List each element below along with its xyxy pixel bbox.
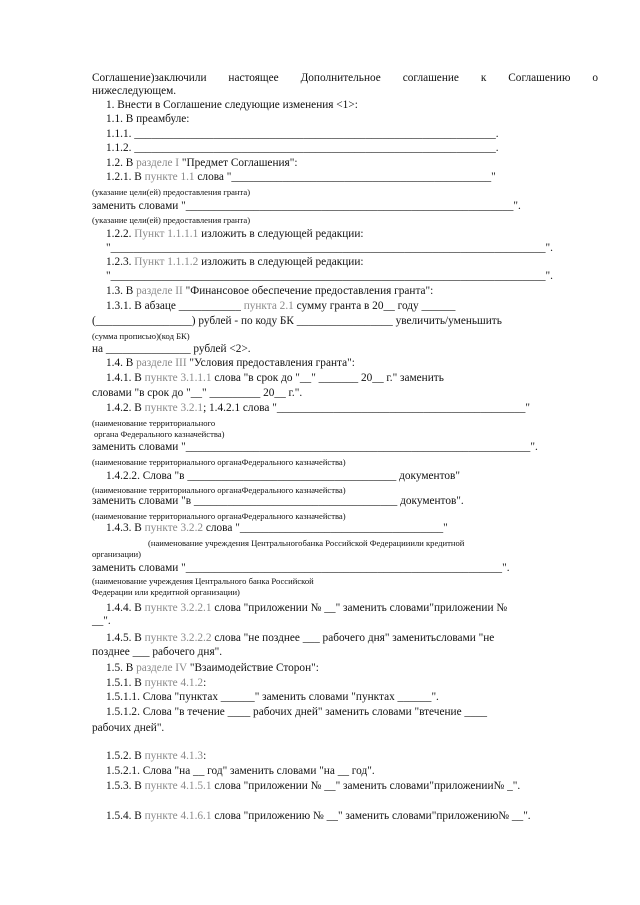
text-fragment: 1.5. В: [106, 662, 137, 674]
reference-link[interactable]: Пункт 1.1.1.1: [134, 228, 199, 240]
text-line: (_________________) рублей - по коду БК _________________ увеличить/уменьшить: [92, 315, 502, 327]
text-fragment: "Условия предоставления гранта":: [186, 357, 355, 369]
text-fragment: "Предмет Соглашения":: [179, 157, 298, 169]
text-fragment: 1.3. В: [106, 285, 137, 297]
reference-link[interactable]: разделе III: [136, 357, 187, 369]
reference-link[interactable]: пункте 3.2.2.1: [144, 602, 212, 614]
text-line: [106, 602, 507, 615]
text-line: [106, 810, 531, 823]
text-fragment: слова "приложении № __" заменить словами"приложении №: [211, 602, 508, 614]
text-line: [106, 662, 319, 675]
text-line: "_____________________________________________________________________________".: [106, 242, 553, 254]
text-fragment: 1.4. В: [106, 357, 137, 369]
field-caption: (наименование учреждения Центрального банка Российской: [92, 576, 314, 586]
text-line: 1.4.2.2. Слова "в _____________________________________ документов": [106, 470, 460, 482]
text-fragment: 1.5.1. В: [106, 677, 145, 689]
text-line: [106, 256, 364, 269]
text-fragment: сумму гранта в 20__ году ______: [293, 300, 456, 312]
text-line: словами "в срок до "__" _________ 20__ г.".: [92, 387, 303, 399]
text-line: нижеследующем.: [92, 85, 177, 97]
text-fragment: 1.4.3. В: [106, 522, 145, 534]
text-line: [106, 300, 455, 313]
text-fragment: 1.4.4. В: [106, 602, 145, 614]
text-fragment: слова "приложению № __" заменить словами"приложению№ __".: [211, 810, 531, 822]
reference-link[interactable]: пункте 1.1: [144, 171, 195, 183]
text-fragment: изложить в следующей редакции:: [198, 256, 364, 268]
text-fragment: 1.2.1. В: [106, 171, 145, 183]
text-line: рабочих дней".: [92, 722, 165, 734]
text-line: [106, 522, 448, 535]
text-fragment: ; 1.4.2.1 слова "____________________________________________": [203, 402, 530, 414]
text-line: заменить словами "__________________________________________________________".: [92, 200, 521, 212]
text-fragment: "Финансовое обеспечение предоставления гранта":: [182, 285, 434, 297]
reference-link[interactable]: пункте 3.2.2.2: [144, 632, 212, 644]
text-line: [106, 157, 298, 170]
reference-link[interactable]: пункте 4.1.3: [144, 750, 204, 762]
field-caption: (наименование территориального органаФедерального казначейства): [92, 457, 346, 467]
field-caption: (сумма прописью)(код БК): [92, 331, 190, 341]
field-caption: (указание цели(ей) предоставления гранта): [92, 187, 251, 197]
text-fragment: слова "______________________________________________": [194, 171, 496, 183]
field-caption: (наименование территориального: [92, 418, 216, 428]
text-fragment: 1.4.1. В: [106, 372, 145, 384]
text-fragment: 1.5.2. В: [106, 750, 145, 762]
reference-link[interactable]: пункте 3.2.2: [144, 522, 204, 534]
text-line: [106, 228, 364, 241]
text-fragment: "Взаимодействие Сторон":: [187, 662, 319, 674]
text-fragment: слова "приложении № __" заменить словами"приложении№ _".: [211, 780, 521, 792]
text-line: 1. Внести в Соглашение следующие изменения <1>:: [106, 99, 358, 111]
reference-link[interactable]: пункте 3.1.1.1: [144, 372, 212, 384]
reference-link[interactable]: пункте 3.2.1: [144, 402, 204, 414]
field-caption: органа Федерального казначейства): [94, 429, 225, 439]
text-line: [106, 677, 206, 690]
text-line: 1.1.2. ________________________________________________________________.: [106, 142, 499, 154]
text-line: заменить словами "________________________________________________________".: [92, 562, 510, 574]
text-fragment: слова "в срок до "__" _______ 20__ г." заменить: [211, 372, 444, 384]
field-caption: (наименование территориального органаФедерального казначейства): [92, 511, 346, 521]
text-line: Соглашение)заключили настоящее Дополнительное соглашение к Соглашению о: [92, 72, 598, 84]
text-fragment: 1.5.3. В: [106, 780, 145, 792]
text-line: [106, 780, 520, 793]
text-line: [106, 750, 206, 763]
text-fragment: 1.5.4. В: [106, 810, 145, 822]
text-line: 1.5.2.1. Слова "на __ год" заменить словами "на __ год".: [106, 765, 375, 777]
field-caption: (указание цели(ей) предоставления гранта): [92, 215, 251, 225]
text-fragment: изложить в следующей редакции:: [198, 228, 364, 240]
reference-link[interactable]: пункте 4.1.6.1: [144, 810, 212, 822]
field-caption: (наименование территориального органаФедерального казначейства): [92, 485, 346, 495]
field-caption: организации): [92, 549, 141, 559]
text-line: [106, 285, 433, 298]
field-caption: Федерации или кредитной организации): [92, 587, 240, 597]
text-line: 1.1. В преамбуле:: [106, 113, 190, 125]
text-line: [106, 402, 530, 415]
text-line: [106, 357, 355, 370]
text-fragment: 1.4.5. В: [106, 632, 145, 644]
text-fragment: 1.2.2.: [106, 228, 135, 240]
text-line: на _______________ рублей <2>.: [92, 343, 251, 355]
text-fragment: 1.3.1. В абзаце ___________: [106, 300, 244, 312]
text-line: 1.1.1. ________________________________________________________________.: [106, 128, 499, 140]
reference-link[interactable]: пункте 4.1.2: [144, 677, 204, 689]
text-fragment: 1.4.2. В: [106, 402, 145, 414]
text-line: 1.5.1.2. Слова "в течение ____ рабочих дней" заменить словами "втечение ____: [106, 706, 488, 718]
text-fragment: 1.2.3.: [106, 256, 135, 268]
text-line: [106, 372, 444, 385]
reference-link[interactable]: разделе II: [136, 285, 183, 297]
text-fragment: слова "____________________________________": [203, 522, 448, 534]
text-line: заменить словами "в ____________________________________ документов".: [92, 495, 464, 507]
field-caption: (наименование учреждения Центральногобанка Российской Федерацииили кредитной: [148, 538, 465, 548]
text-fragment: :: [203, 677, 207, 689]
text-fragment: 1.2. В: [106, 157, 137, 169]
text-line: "_____________________________________________________________________________".: [106, 270, 553, 282]
text-line: [106, 171, 496, 184]
reference-link[interactable]: разделе IV: [136, 662, 188, 674]
text-line: позднее ___ рабочего дня".: [92, 646, 223, 658]
text-line: [106, 632, 494, 645]
reference-link[interactable]: пункта 2.1: [243, 300, 294, 312]
text-line: 1.5.1.1. Слова "пунктах ______" заменить словами "пунктах ______".: [106, 691, 439, 703]
reference-link[interactable]: Пункт 1.1.1.2: [134, 256, 199, 268]
text-fragment: слова "не позднее ___ рабочего дня" заменитьсловами "не: [211, 632, 495, 644]
reference-link[interactable]: разделе I: [136, 157, 180, 169]
text-line: __".: [92, 615, 111, 627]
reference-link[interactable]: пункте 4.1.5.1: [144, 780, 212, 792]
text-fragment: :: [203, 750, 207, 762]
text-line: заменить словами "_____________________________________________________________".: [92, 441, 538, 453]
